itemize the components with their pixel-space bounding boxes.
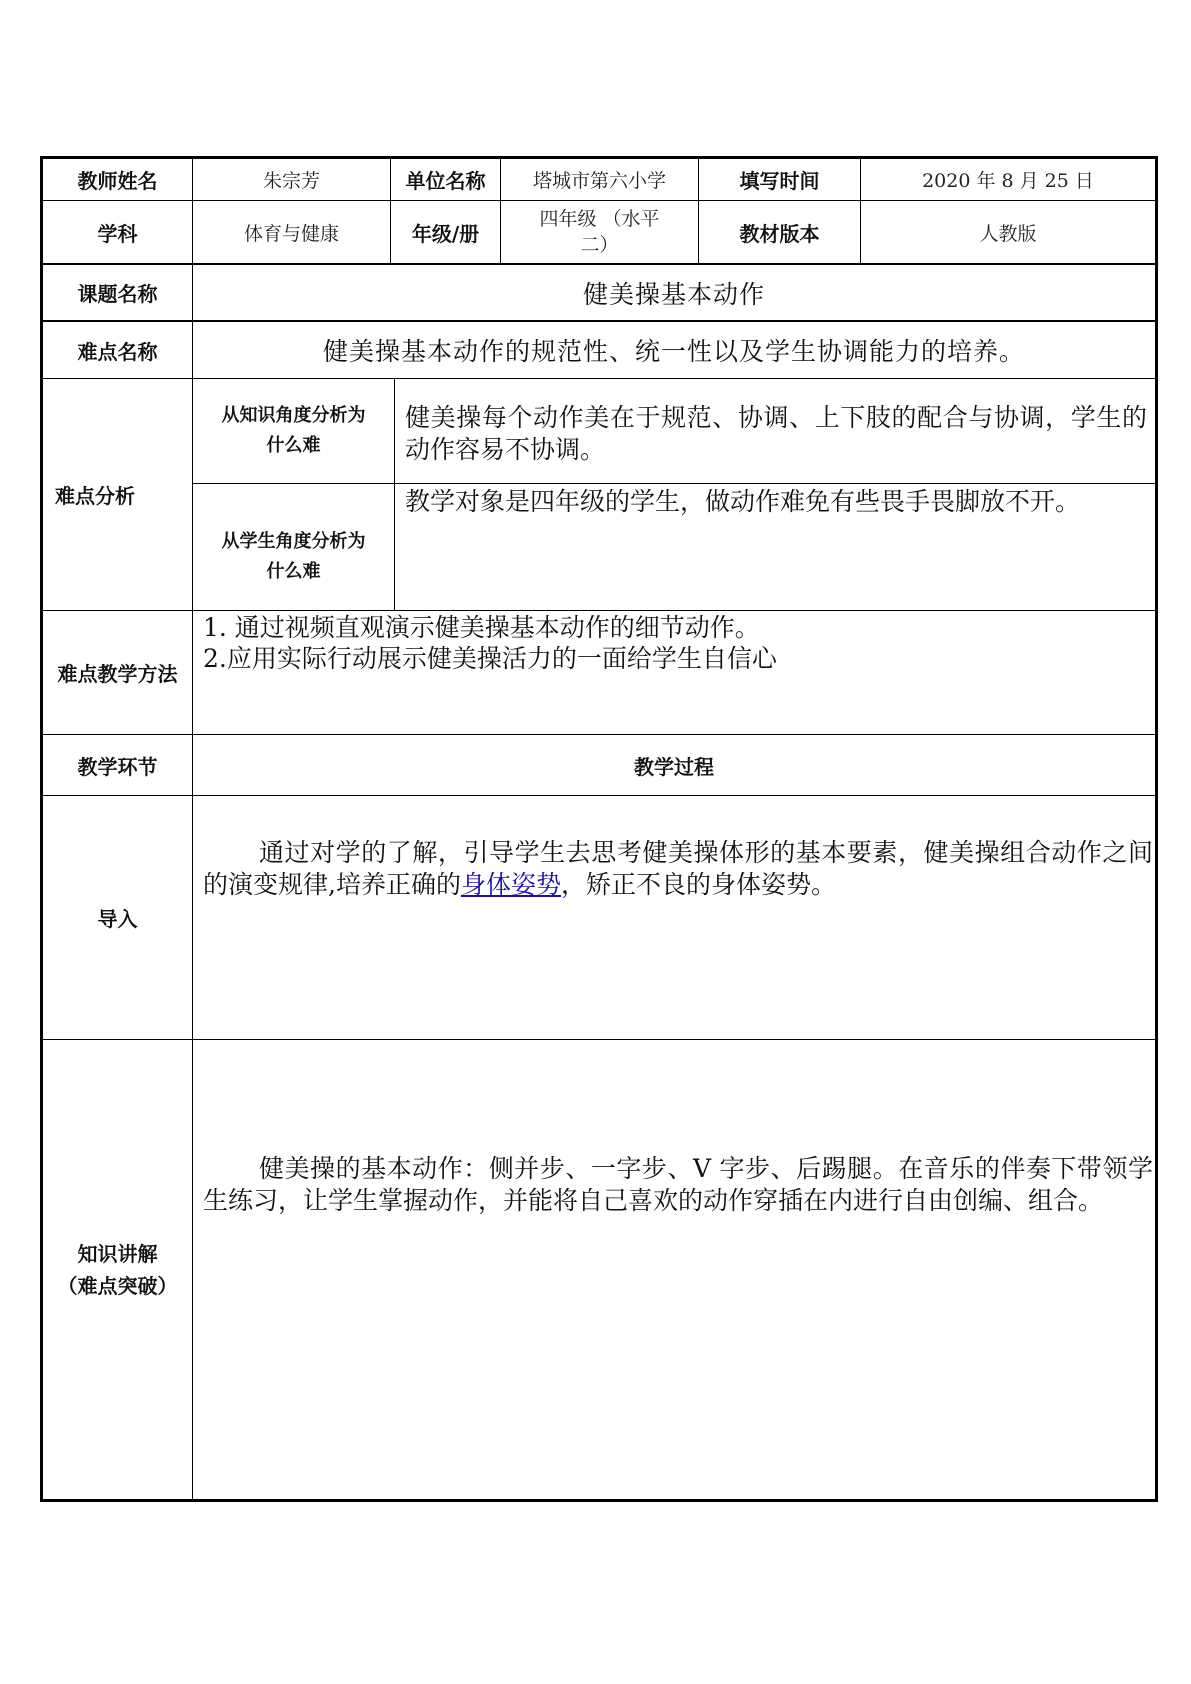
grade-value (501, 201, 698, 263)
row-divider (42, 1039, 1156, 1040)
method-line1: 1. 通过视频直观演示健美操基本动作的细节动作。 (203, 613, 760, 642)
student-angle-label-line2: 什么难 (266, 561, 321, 582)
method-text (203, 612, 1153, 674)
unit-label: 单位名称 (405, 169, 486, 193)
analysis-label: 难点分析 (55, 484, 135, 508)
row-divider (42, 795, 1156, 796)
date-value: 2020 年 8 月 25 日 (922, 170, 1094, 192)
table-border-bottom (40, 1499, 1158, 1502)
intro-text-after: ，矫正不良的身体姿势。 (560, 870, 836, 899)
knowledge-text: 健美操的基本动作：侧并步、一字步、V 字步、后踢腿。在音乐的伴奏下带领学生练习，让学生掌握动作，并能将自己喜欢的动作穿插在内进行自由创编、组合。 (203, 1154, 1153, 1215)
method-label: 难点教学方法 (57, 662, 178, 686)
row-divider (42, 610, 1156, 611)
knowledge-angle-label-line1: 从知识角度分析为 (221, 405, 366, 426)
teacher-value: 朱宗芳 (262, 170, 320, 192)
topic-label: 课题名称 (77, 282, 158, 306)
topic-value: 健美操基本动作 (582, 279, 765, 309)
difficulty-value: 健美操基本动作的规范性、统一性以及学生协调能力的培养。 (322, 337, 1025, 366)
stage-header: 教学环节 (77, 754, 158, 779)
intro-text (203, 837, 1153, 901)
column-divider (394, 379, 395, 610)
intro-label: 导入 (97, 907, 138, 931)
student-angle-label (193, 484, 394, 610)
edition-label: 教材版本 (739, 221, 820, 246)
date-label: 填写时间 (739, 169, 820, 193)
knowledge-angle-text: 健美操每个动作美在于规范、协调、上下肢的配合与协调，学生的动作容易不协调。 (405, 403, 1147, 464)
body-posture-link[interactable]: 身体姿势 (460, 870, 561, 899)
knowledge-angle-label (193, 379, 394, 483)
subject-value: 体育与健康 (243, 222, 339, 245)
knowledge-label-line1: 知识讲解 (77, 1241, 158, 1266)
student-angle-label-line1: 从学生角度分析为 (221, 531, 366, 552)
grade-label: 年级/册 (411, 221, 480, 246)
subject-label: 学科 (97, 221, 138, 246)
edition-value: 人教版 (979, 222, 1037, 245)
grade-value-line1: 四年级 （水平 (539, 208, 660, 230)
student-angle-text: 教学对象是四年级的学生，做动作难免有些畏手畏脚放不开。 (405, 487, 1081, 516)
knowledge-angle-label-line2: 什么难 (266, 435, 321, 456)
knowledge-label (43, 1040, 192, 1499)
teacher-label: 教师姓名 (77, 169, 158, 193)
difficulty-label: 难点名称 (77, 339, 158, 364)
grade-value-line2: 二） (580, 234, 619, 256)
intro-text-before: 通过对学的了解，引导学生去思考健美操体形的基本要素，健美操组合动作之间的演变规律,培养正确的 (203, 838, 1153, 899)
knowledge-label-line2: （难点突破） (57, 1273, 178, 1298)
unit-value: 塔城市第六小学 (532, 170, 666, 192)
method-line2: 2.应用实际行动展示健美操活力的一面给学生自信心 (203, 644, 777, 673)
table-border-right (1155, 156, 1158, 1502)
process-header: 教学过程 (634, 754, 714, 779)
